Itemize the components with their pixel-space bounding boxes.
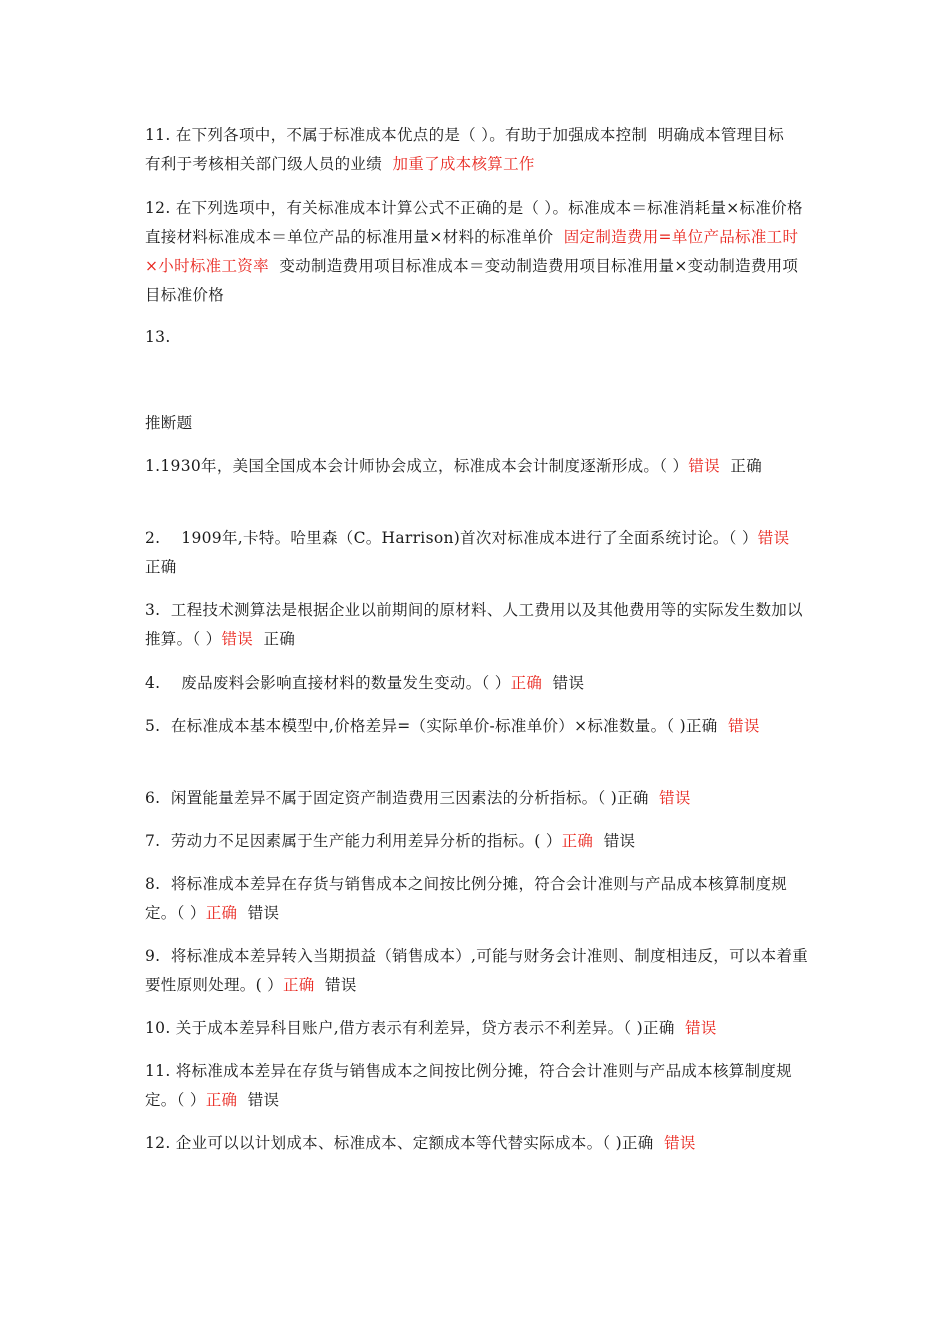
text-segment: 6. 闲置能量差异不属于固定资产制造费用三因素法的分析指标。（ )正确 (145, 789, 660, 807)
section-title-text: 推断题 (145, 414, 193, 432)
text-segment: 7. 劳动力不足因素属于生产能力利用差异分析的指标。( ） (145, 832, 562, 850)
text-segment: 正确 (719, 457, 762, 475)
question-mc-12 (145, 194, 814, 310)
question-tf-5 (145, 712, 810, 741)
section-title (145, 409, 810, 438)
question-tf-6 (145, 784, 810, 813)
text-segment: 9. 将标准成本差异转入当期损益（销售成本）,可能与财务会计准则、制度相违反，可以本着重要性原则处理。( ） (145, 947, 809, 994)
text-segment: 11. 在下列各项中，不属于标准成本优点的是（ ）。有助于加强成本控制 明确成本管理目标 有利于考核相关部门级人员的业绩 (145, 126, 795, 173)
question-mc-11 (145, 121, 810, 179)
text-segment: 错误 (314, 976, 357, 994)
question-text (145, 669, 810, 698)
question-tf-9 (145, 942, 810, 1000)
answer-highlight: 错误 (221, 630, 254, 648)
text-segment: 正确 (253, 630, 296, 648)
answer-highlight: 错误 (728, 717, 760, 735)
text-segment: 错误 (593, 832, 636, 850)
text-segment: 5. 在标准成本基本模型中,价格差异=（实际单价-标准单价）×标准数量。（ )正确 (145, 717, 729, 735)
answer-highlight: 加重了成本核算工作 (392, 155, 535, 173)
question-text (145, 712, 810, 741)
question-text (145, 1014, 810, 1043)
question-tf-2 (145, 524, 810, 582)
answer-highlight: 错误 (757, 529, 790, 547)
question-text (145, 596, 810, 654)
text-segment: 13. (145, 328, 171, 346)
text-segment: 11. 将标准成本差异在存货与销售成本之间按比例分摊，符合会计准则与产品成本核算制度规定。（ ） (145, 1062, 792, 1109)
answer-highlight: 正确 (205, 904, 238, 922)
answer-highlight: 错误 (664, 1134, 696, 1152)
text-segment: 错误 (542, 674, 585, 692)
question-tf-8 (145, 870, 810, 928)
text-segment: 正确 (145, 529, 800, 576)
question-tf-11 (145, 1057, 810, 1115)
text-segment: 错误 (237, 904, 280, 922)
answer-highlight: 固定制造费用=单位产品标准工时×小时标准工资率 (145, 228, 799, 275)
text-segment: 错误 (237, 1091, 280, 1109)
question-text (145, 942, 810, 1000)
question-tf-3 (145, 596, 810, 654)
text-segment: 12. 企业可以以计划成本、标准成本、定额成本等代替实际成本。（ )正确 (145, 1134, 665, 1152)
text-segment: 3. 工程技术测算法是根据企业以前期间的原材料、人工费用以及其他费用等的实际发生数加以推算。（ ） (145, 601, 803, 648)
answer-highlight: 正确 (205, 1091, 238, 1109)
answer-highlight: 正确 (282, 976, 315, 994)
question-text (145, 121, 810, 179)
question-tf-4 (145, 669, 810, 698)
question-mc-13 (145, 323, 810, 352)
question-tf-12 (145, 1129, 810, 1158)
text-segment: 变动制造费用项目标准成本＝变动制造费用项目标准用量×变动制造费用项目标准价格 (145, 257, 799, 304)
question-text (145, 194, 814, 310)
text-segment: 8. 将标准成本差异在存货与销售成本之间按比例分摊，符合会计准则与产品成本核算制度规定。（ ） (145, 875, 788, 922)
question-text (145, 524, 810, 582)
question-text (145, 452, 810, 481)
question-text (145, 1129, 810, 1158)
question-text (145, 827, 810, 856)
answer-highlight: 正确 (510, 674, 543, 692)
answer-highlight: 正确 (561, 832, 594, 850)
question-tf-1 (145, 452, 810, 481)
question-text (145, 1057, 810, 1115)
text-segment: 1.1930年，美国全国成本会计师协会成立，标准成本会计制度逐渐形成。（ ） (145, 457, 689, 475)
question-text (145, 323, 810, 352)
question-tf-7 (145, 827, 810, 856)
text-segment: 10. 关于成本差异科目账户,借方表示有利差异，贷方表示不利差异。（ )正确 (145, 1019, 686, 1037)
question-text (145, 784, 810, 813)
answer-highlight: 错误 (685, 1019, 717, 1037)
answer-highlight: 错误 (688, 457, 720, 475)
question-tf-10 (145, 1014, 810, 1043)
text-segment: 2. 1909年,卡特。哈里森（C。Harrison)首次对标准成本进行了全面系统讨论。（ ） (145, 529, 758, 547)
text-segment: 4. 废品废料会影响直接材料的数量发生变动。（ ） (145, 674, 511, 692)
question-text (145, 870, 810, 928)
answer-highlight: 错误 (659, 789, 691, 807)
text-segment: 12. 在下列选项中，有关标准成本计算公式不正确的是（ ）。标准成本＝标准消耗量×标准价格 直接材料标准成本＝单位产品的标准用量×材料的标准单价 (145, 199, 814, 246)
